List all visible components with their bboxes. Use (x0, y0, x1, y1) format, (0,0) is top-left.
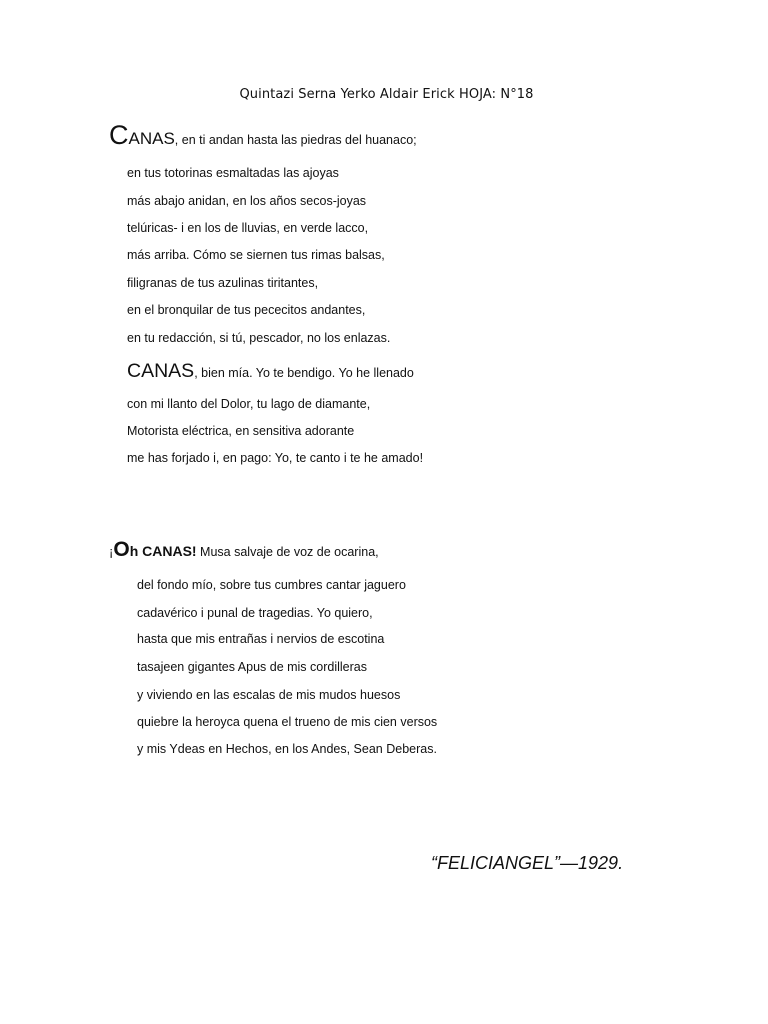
page-header: Quintazi Serna Yerko Aldair Erick HOJA: N°18 (239, 87, 534, 102)
poem-line: con mi llanto del Dolor, tu lago de diamante, (127, 397, 371, 411)
poem-line: hasta que mis entrañas i nervios de escotina (137, 632, 385, 646)
stanza3-first-line (109, 538, 379, 562)
poem-line: cadavérico i punal de tragedias. Yo quiero, (137, 606, 373, 620)
poem-line: y viviendo en las escalas de mis mudos huesos (137, 688, 401, 702)
stanza1-initial: C (109, 120, 129, 150)
stanza2-caps: CANAS (127, 360, 195, 382)
poem-line: y mis Ydeas en Hechos, en los Andes, Sean Deberas. (137, 742, 437, 756)
poem-line: en tus totorinas esmaltadas las ajoyas (127, 166, 339, 180)
stanza3-first-rest: Musa salvaje de voz de ocarina, (196, 545, 379, 559)
poem-line: tasajeen gigantes Apus de mis cordilleras (137, 660, 367, 674)
poem-line: telúricas- i en los de lluvias, en verde lacco, (127, 221, 369, 235)
poem-line: más arriba. Cómo se siernen tus rimas balsas, (127, 248, 385, 262)
stanza2-first-line (127, 360, 414, 383)
stanza3-bold: h CANAS! (129, 543, 197, 559)
signature: “FELICIANGEL”—1929. (431, 853, 624, 873)
poem-line: filigranas de tus azulinas tiritantes, (127, 276, 319, 290)
stanza1-first-rest: , en ti andan hasta las piedras del huanaco; (174, 133, 417, 147)
stanza1-caps: ANAS (128, 129, 175, 148)
poem-line: en el bronquilar de tus pececitos andantes, (127, 303, 366, 317)
poem-line: Motorista eléctrica, en sensitiva adorante (127, 424, 355, 438)
stanza3-initial: O (113, 538, 130, 561)
poem-line: más abajo anidan, en los años secos-joyas (127, 194, 367, 208)
poem-line: quiebre la heroyca quena el trueno de mis cien versos (137, 715, 438, 729)
stanza1-first-line (109, 120, 417, 151)
poem-line: en tu redacción, si tú, pescador, no los enlazas. (127, 331, 391, 345)
stanza2-first-rest: , bien mía. Yo te bendigo. Yo he llenado (194, 366, 414, 380)
poem-line: me has forjado i, en pago: Yo, te canto i te he amado! (127, 451, 424, 465)
poem-line: del fondo mío, sobre tus cumbres cantar jaguero (137, 578, 406, 592)
stanza3-excl: ¡ (109, 544, 114, 559)
